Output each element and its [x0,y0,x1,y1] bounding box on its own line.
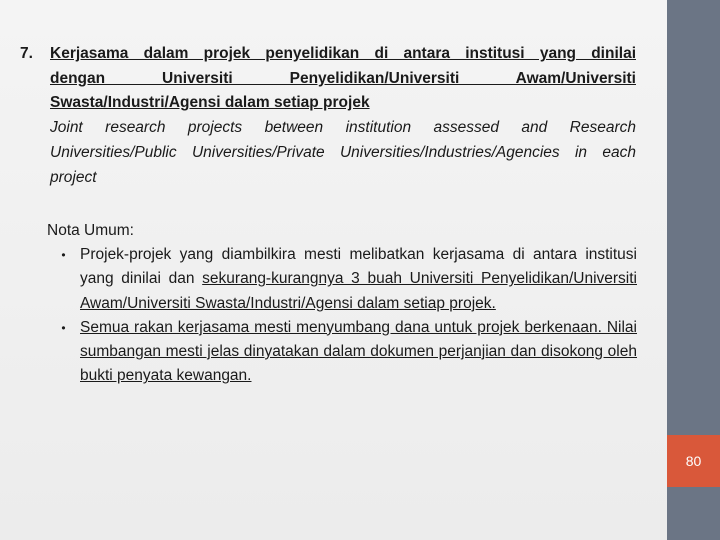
criterion-row [20,42,636,190]
notes-list [47,243,637,388]
item-body [50,42,636,190]
page-number-badge: 80 [667,435,720,487]
general-notes [47,219,637,388]
item-number: 7. [20,45,33,62]
bullet-2-text: Semua rakan kerjasama mesti menyumbang dana untuk projek berkenaan. Nilai sumbangan mesti jelas dinyatakan dalam dokumen perjanjian dan disokong oleh bukti penyata kewangan. [80,318,637,385]
bullet-1-text [80,243,637,316]
bullet-1-underlined: sekurang-kurangnya 3 buah Universiti Penyelidikan/Universiti Awam/Universiti Swasta/Industri/Agensi dalam setiap projek. [80,270,637,312]
item-english-translation: Joint research projects between institution assessed and Research Universities/Public Universities/Private Universities/Industries/Agencies in each project [50,119,636,186]
item-title [50,42,636,116]
item-title-line-2: dengan Universiti Penyelidikan/Universiti Awam/Universiti [50,69,636,87]
notes-bullet-1 [47,243,637,316]
item-title-line-3: Swasta/Industri/Agensi dalam setiap projek [50,94,370,112]
bullet-icon: • [61,320,66,335]
criterion-item [20,42,636,190]
notes-bullet-2 [47,316,637,389]
item-title-line-1: Kerjasama dalam projek penyelidikan di antara institusi yang dinilai [50,45,636,62]
notes-heading: Nota Umum: [47,222,134,239]
bullet-1-plain: Projek-projek yang diambilkira mesti melibatkan kerjasama di antara institusi yang dinilai dan [80,246,637,288]
bullet-icon: • [61,248,66,263]
